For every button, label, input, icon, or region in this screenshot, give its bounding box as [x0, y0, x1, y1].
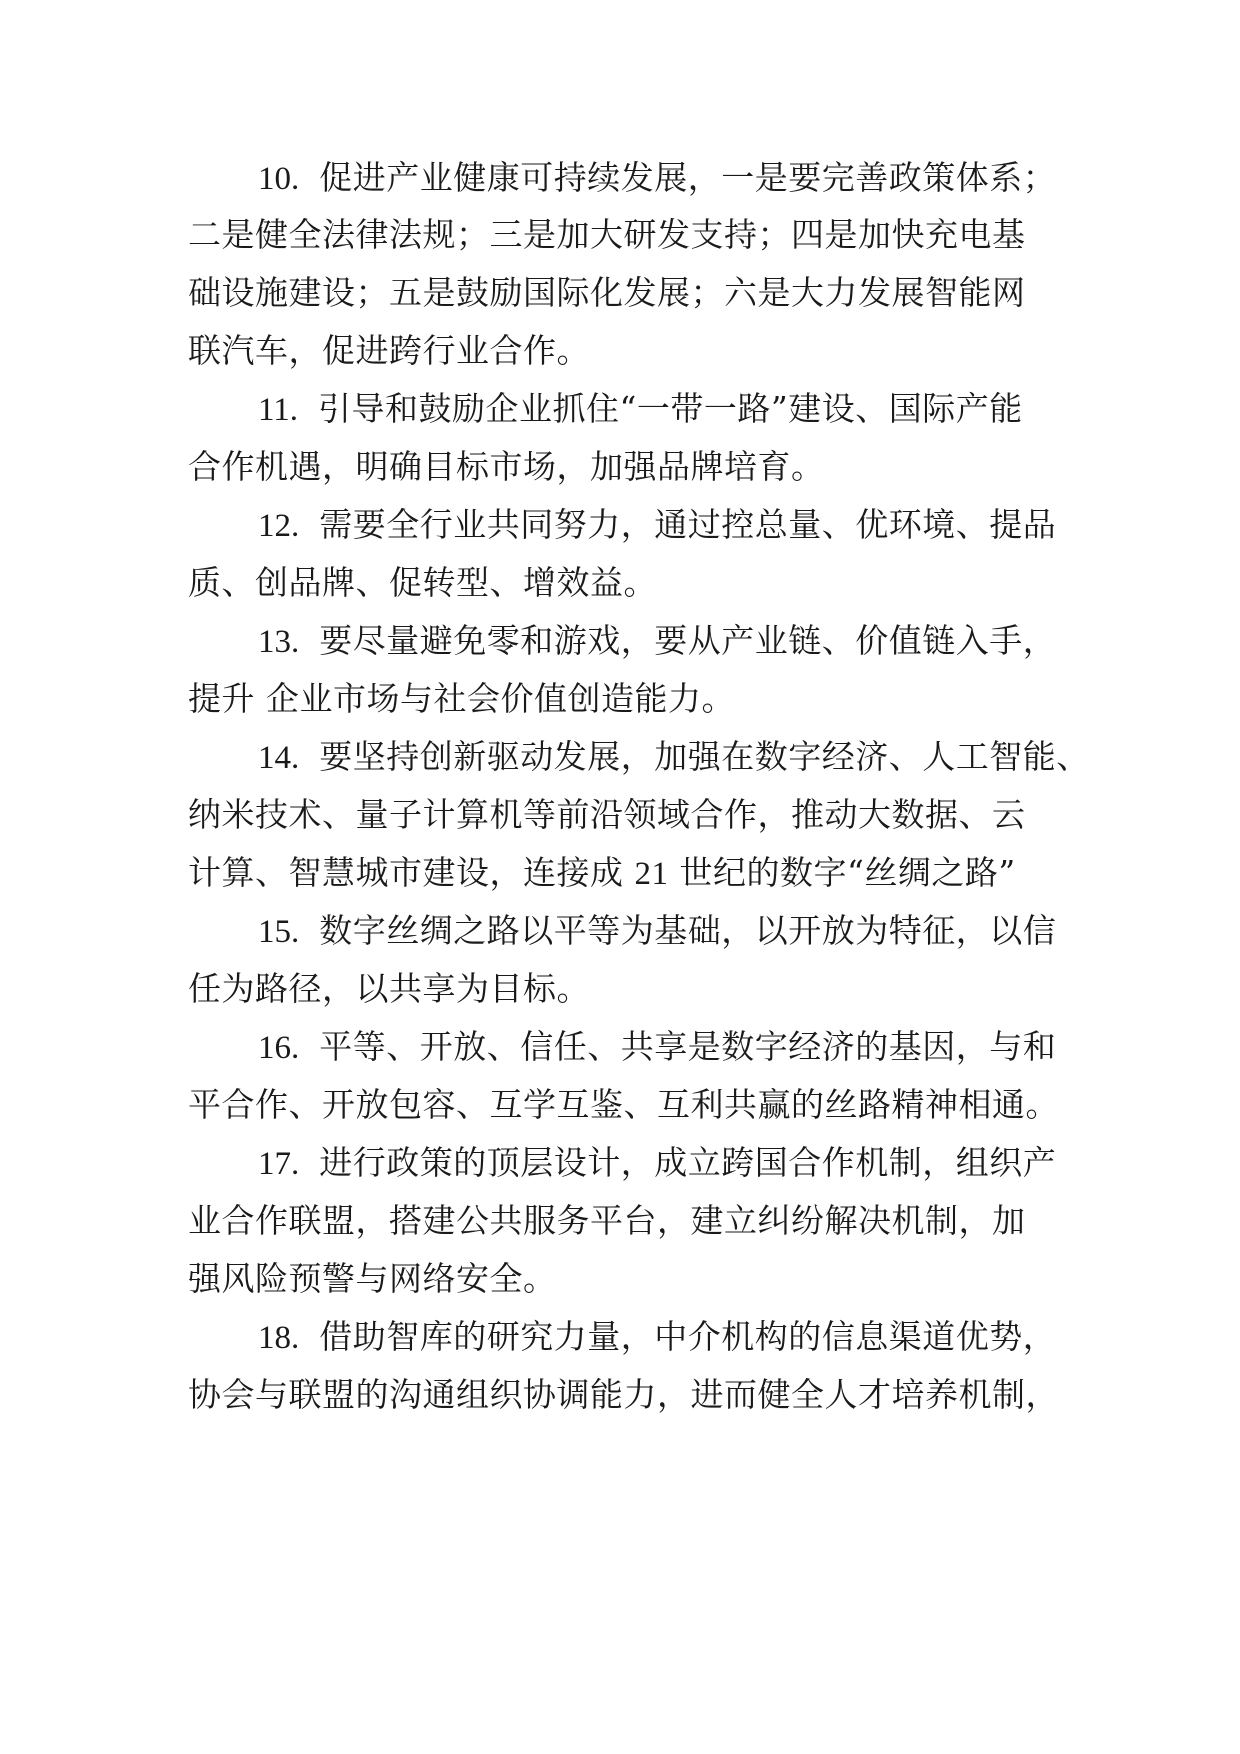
paragraph-10-line-3: 础设施建设；五是鼓励国际化发展；六是大力发展智能网 [188, 273, 1026, 312]
paragraph-18-line-2: 协会与联盟的沟通组织协调能力，进而健全人才培养机制， [188, 1375, 1059, 1414]
paragraph-text: 需要全行业共同努力，通过控总量、优环境、提品 [319, 505, 1057, 544]
paragraph-12-line-1 [258, 505, 1056, 546]
paragraph-text: 计算、智慧城市建设，连接成 [188, 853, 624, 892]
paragraph-text: 数字丝绸之路以平等为基础，以开放为特征，以信 [319, 911, 1057, 950]
paragraph-number: 11. [258, 392, 299, 428]
paragraph-number: 14. [258, 740, 300, 776]
paragraph-text: 提升 [188, 679, 255, 718]
paragraph-number: 12. [258, 508, 300, 544]
paragraph-text: 引导和鼓励企业抓住“一带一路”建设、国际产能 [318, 389, 1023, 428]
paragraph-18-line-1 [258, 1317, 1056, 1358]
paragraph-number: 13. [258, 624, 300, 660]
paragraph-text: 平等、开放、信任、共享是数字经济的基因，与和 [319, 1027, 1057, 1066]
paragraph-text: 要坚持创新驱动发展，加强在数字经济、人工智能、 [319, 737, 1090, 776]
paragraph-14-line-1 [258, 737, 1090, 778]
paragraph-12-line-2: 质、创品牌、促转型、增效益。 [188, 563, 657, 602]
paragraph-16-line-1 [258, 1027, 1056, 1068]
paragraph-text: 促进产业健康可持续发展，一是要完善政策体系； [319, 158, 1057, 197]
paragraph-10-line-4: 联汽车，促进跨行业合作。 [188, 331, 590, 370]
paragraph-11-line-2: 合作机遇，明确目标市场，加强品牌培育。 [188, 447, 825, 486]
paragraph-text: 借助智库的研究力量，中介机构的信息渠道优势， [319, 1317, 1057, 1356]
paragraph-14-line-2: 纳米技术、量子计算机等前沿领域合作，推动大数据、云 [188, 795, 1026, 834]
paragraph-number: 18. [258, 1320, 300, 1356]
paragraph-number: 15. [258, 914, 300, 950]
paragraph-text: 世纪的数字“丝绸之路” [679, 853, 1016, 892]
paragraph-11-line-1 [258, 389, 1023, 430]
century-number: 21 [634, 856, 669, 892]
paragraph-17-line-1 [258, 1143, 1056, 1184]
paragraph-13-line-1 [258, 621, 1056, 662]
paragraph-number: 17. [258, 1146, 300, 1182]
paragraph-10-line-1 [258, 158, 1056, 199]
paragraph-16-line-2: 平合作、开放包容、互学互鉴、互利共赢的丝路精神相通。 [188, 1085, 1059, 1124]
paragraph-number: 16. [258, 1030, 300, 1066]
paragraph-text: 企业市场与社会价值创造能力。 [266, 679, 735, 718]
paragraph-text: 进行政策的顶层设计，成立跨国合作机制，组织产 [319, 1143, 1057, 1182]
paragraph-14-line-3 [188, 853, 1016, 894]
paragraph-number: 10. [258, 161, 300, 197]
paragraph-17-line-2: 业合作联盟，搭建公共服务平台，建立纠纷解决机制，加 [188, 1201, 1026, 1240]
paragraph-15-line-1 [258, 911, 1056, 952]
paragraph-10-line-2: 二是健全法律法规；三是加大研发支持；四是加快充电基 [188, 215, 1026, 254]
paragraph-15-line-2: 任为路径，以共享为目标。 [188, 969, 590, 1008]
paragraph-13-line-2 [188, 679, 735, 719]
paragraph-17-line-3: 强风险预警与网络安全。 [188, 1259, 557, 1298]
paragraph-text: 要尽量避免零和游戏，要从产业链、价值链入手， [319, 621, 1057, 660]
